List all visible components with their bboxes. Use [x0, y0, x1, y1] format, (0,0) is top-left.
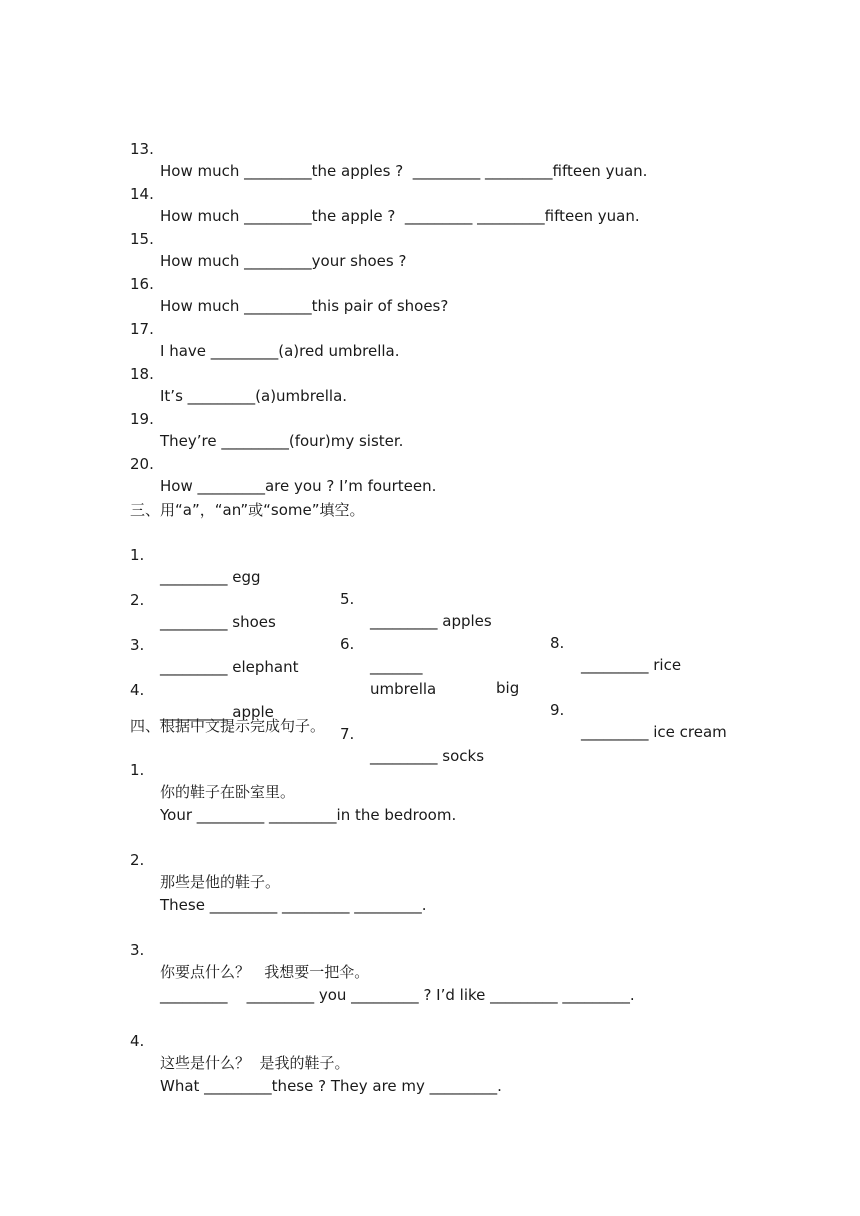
english-sentence: _________ _________ you _________ ? I’d like _________ _________.: [160, 986, 635, 1004]
item-number: 9.: [550, 701, 565, 719]
item-text: big: [496, 679, 520, 697]
question-number: 18.: [130, 365, 154, 383]
item-number: 4.: [130, 681, 145, 699]
translate-item-3-en: [0, 962, 860, 1004]
section-3-heading: [0, 477, 860, 519]
question-13: [0, 116, 860, 180]
translate-item-4-cn: [0, 1008, 860, 1072]
item-number: 5.: [340, 590, 355, 608]
question-14: [0, 161, 860, 225]
question-text: I have _________(a)red umbrella.: [160, 342, 400, 360]
item-text: _________ rice: [581, 656, 682, 674]
question-15: [0, 206, 860, 270]
question-number: 14.: [130, 185, 154, 203]
translate-item-1-cn: [0, 737, 860, 801]
question-number: 13.: [130, 140, 154, 158]
translate-item-4-en: [0, 1053, 860, 1095]
item-number: 7.: [340, 725, 355, 743]
question-text: How _________are you ? I’m fourteen.: [160, 477, 437, 495]
item-number: 1.: [130, 546, 145, 564]
english-sentence: Your _________ _________in the bedroom.: [160, 806, 457, 824]
item-number: 4.: [130, 1032, 145, 1050]
question-text: It’s _________(a)umbrella.: [160, 387, 348, 405]
item-text: umbrella: [370, 680, 437, 698]
question-20: [0, 431, 860, 495]
item-number: 3.: [130, 941, 145, 959]
question-number: 17.: [130, 320, 154, 338]
item-text: _________ ice cream: [581, 723, 727, 741]
item-number: 1.: [130, 761, 145, 779]
question-18: [0, 341, 860, 405]
translate-item-1-en: [0, 782, 860, 824]
question-text: They’re _________(four)my sister.: [160, 432, 404, 450]
question-text: How much _________this pair of shoes?: [160, 297, 449, 315]
item-text: _________ egg: [160, 568, 261, 586]
translate-item-2-en: [0, 872, 860, 914]
chinese-prompt: 你的鞋子在卧室里。: [160, 783, 296, 801]
question-number: 20.: [130, 455, 154, 473]
question-number: 15.: [130, 230, 154, 248]
item-number: 2.: [130, 591, 145, 609]
translate-item-2-cn: [0, 827, 860, 891]
item-text: _________ socks: [370, 747, 485, 765]
question-number: 19.: [130, 410, 154, 428]
question-text: How much _________the apple ? _________ _________fifteen yuan.: [160, 207, 640, 225]
chinese-prompt: 你要点什么？ 我想要一把伞。: [160, 963, 370, 981]
chinese-prompt: 那些是他的鞋子。: [160, 873, 281, 891]
question-17: [0, 296, 860, 360]
question-text: How much _________the apples ? _________ _________fifteen yuan.: [160, 162, 648, 180]
chinese-prompt: 这些是什么？ 是我的鞋子。: [160, 1054, 350, 1072]
english-sentence: These _________ _________ _________.: [160, 896, 427, 914]
item-text: _______: [370, 657, 423, 675]
question-19: [0, 386, 860, 450]
item-text: _________ apple: [160, 703, 274, 721]
question-number: 16.: [130, 275, 154, 293]
item-number: 2.: [130, 851, 145, 869]
item-text: _________ shoes: [160, 613, 276, 631]
section-heading: 四、根据中文提示完成句子。: [130, 717, 326, 735]
english-sentence: What _________these ? They are my _________.: [160, 1077, 502, 1095]
item-number: 6.: [340, 635, 355, 653]
translate-item-3-cn: [0, 917, 860, 981]
item-text: _________ elephant: [160, 658, 299, 676]
item-text: _________ apples: [370, 612, 492, 630]
item-number: 3.: [130, 636, 145, 654]
item-number: 8.: [550, 634, 565, 652]
section-heading: 三、用“a”，“an”或“some”填空。: [130, 501, 365, 519]
question-16: [0, 251, 860, 315]
question-text: How much _________your shoes ?: [160, 252, 407, 270]
